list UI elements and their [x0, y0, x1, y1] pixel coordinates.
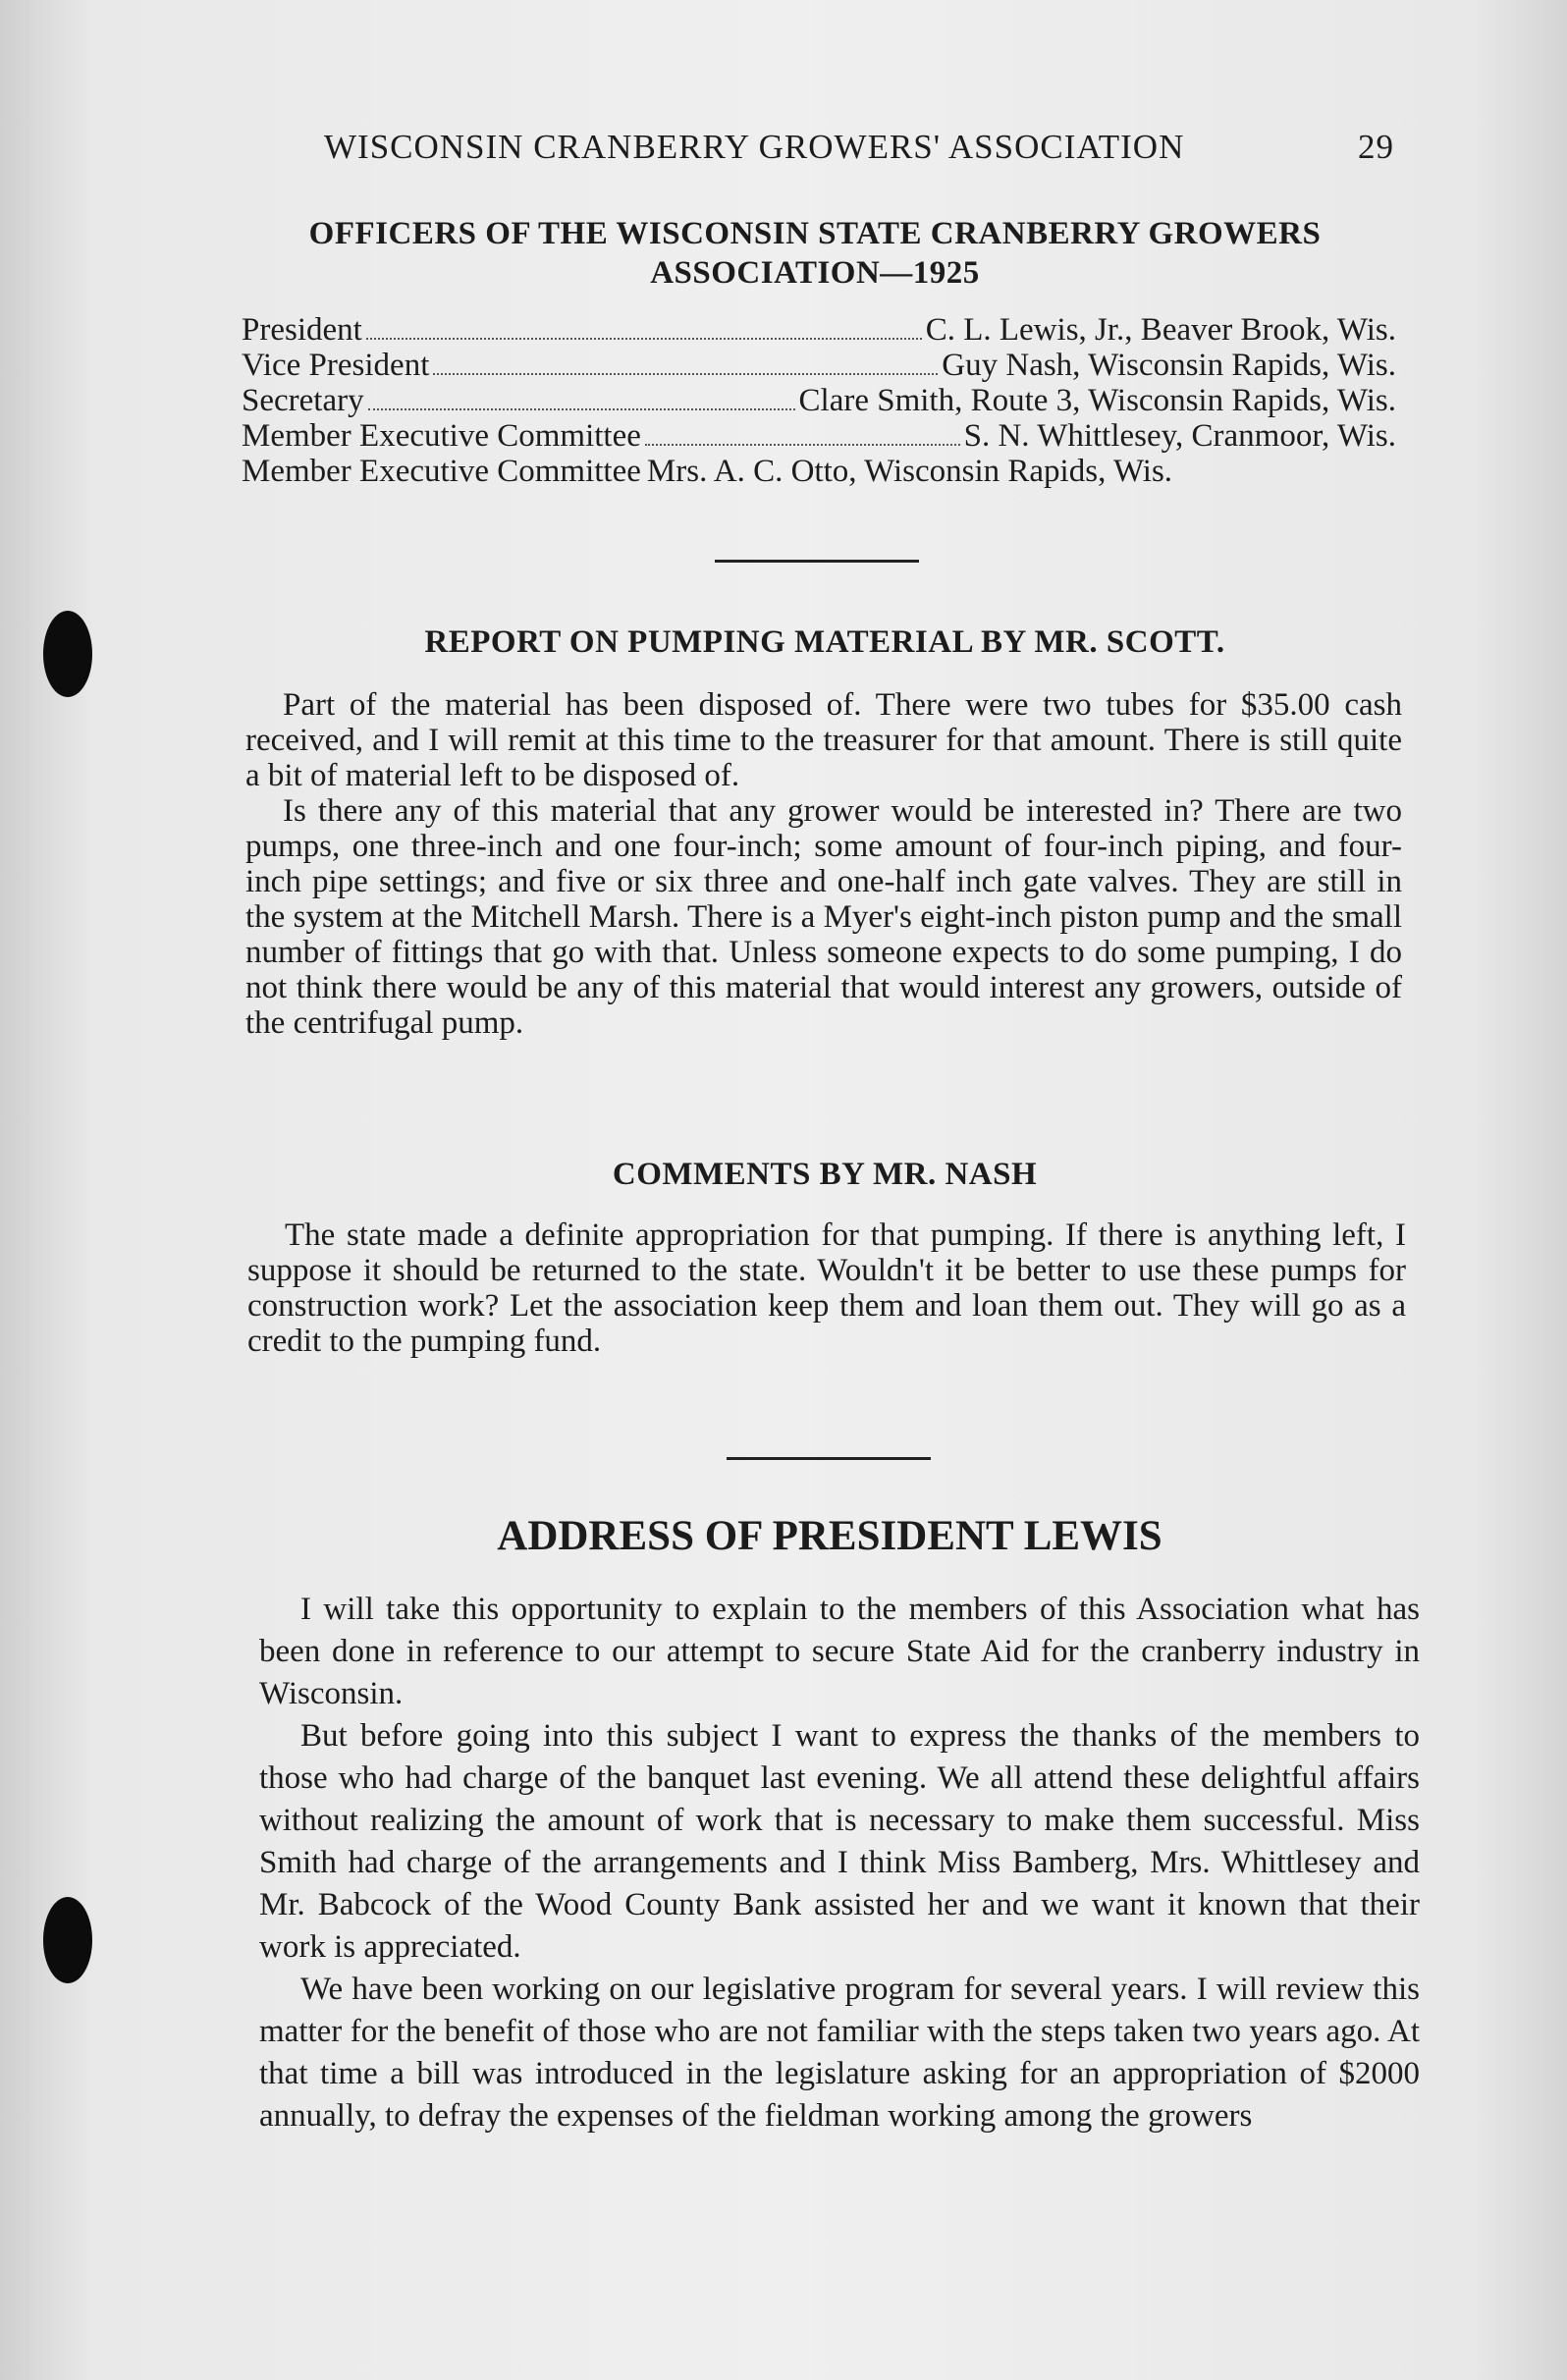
- section-divider: [727, 1457, 931, 1460]
- report-body: [245, 687, 1402, 1041]
- officer-name: Guy Nash, Wisconsin Rapids, Wis.: [942, 348, 1396, 383]
- officer-name: Clare Smith, Route 3, Wisconsin Rapids, Wis.: [798, 383, 1396, 418]
- officer-role: Member Executive Committee: [242, 418, 641, 454]
- officers-heading-line1: OFFICERS OF THE WISCONSIN STATE CRANBERRY GROWERS: [308, 216, 1322, 251]
- officer-row: [242, 312, 1396, 348]
- officer-row: [242, 348, 1396, 383]
- comments-body: [247, 1217, 1406, 1359]
- comments-heading: COMMENTS BY MR. NASH: [612, 1157, 1038, 1192]
- officers-heading: [236, 214, 1394, 293]
- report-paragraph: Part of the material has been disposed of. There were two tubes for $35.00 cash received, and I will remit at this time to the treasurer for that amount. There is still quite a bit of material left to be disposed of.: [245, 687, 1402, 793]
- punch-hole-bottom: [43, 1897, 92, 1983]
- officer-row: [242, 454, 1396, 489]
- address-body: [259, 1589, 1420, 2137]
- page-number: 29: [1358, 128, 1394, 166]
- officers-list: [242, 312, 1396, 489]
- officer-role: Member Executive Committee: [242, 454, 641, 489]
- running-head: [324, 128, 1394, 167]
- officer-row: [242, 418, 1396, 454]
- officer-role: President: [242, 312, 362, 348]
- section-divider: [715, 560, 919, 563]
- officer-role: Secretary: [242, 383, 364, 418]
- report-heading: REPORT ON PUMPING MATERIAL BY MR. SCOTT.: [424, 624, 1225, 660]
- leader-dots: [366, 338, 922, 340]
- address-paragraph: I will take this opportunity to explain to the members of this Association what has been done in reference to our attempt to secure State Aid for the cranberry industry in Wisconsin.: [259, 1592, 1420, 1711]
- running-head-title: WISCONSIN CRANBERRY GROWERS' ASSOCIATION: [324, 128, 1185, 166]
- leader-dots: [433, 373, 938, 375]
- comments-paragraph: The state made a definite appropriation for that pumping. If there is anything left, I suppose it should be returned to the state. Wouldn't it be better to use these pumps for construction work? Let the association keep them and loan them out. They will go as a credit to the pumping fund.: [247, 1217, 1406, 1359]
- leader-dots: [645, 444, 960, 446]
- officer-name: S. N. Whittlesey, Cranmoor, Wis.: [963, 418, 1396, 454]
- punch-hole-top: [43, 611, 92, 697]
- officer-name: C. L. Lewis, Jr., Beaver Brook, Wis.: [925, 312, 1396, 348]
- officers-heading-line2: ASSOCIATION—1925: [650, 255, 980, 291]
- officer-row: [242, 383, 1396, 418]
- address-paragraph: But before going into this subject I want to express the thanks of the members to those who had charge of the banquet last evening. We all attend these delightful affairs without realizing the amount of work that is necessary to make them successful. Miss Smith had charge of the arrangements and I think Miss Bamberg, Mrs. Whittlesey and Mr. Babcock of the Wood County Bank assisted her and we want it known that their work is appreciated.: [259, 1718, 1420, 1965]
- address-paragraph: We have been working on our legislative program for several years. I will review this matter for the benefit of those who are not familiar with the steps taken two years ago. At that time a bill was introduced in the legislature asking for an appropriation of $2000 annually, to defray the expenses of the fieldman working among the growers: [259, 1972, 1420, 2134]
- report-paragraph: Is there any of this material that any grower would be interested in? There are two pumps, one three-inch and one four-inch; some amount of four-inch piping, and four-inch pipe settings; and five or six three and one-half inch gate valves. They are still in the system at the Mitchell Marsh. There is a Myer's eight-inch piston pump and the small number of fittings that go with that. Unless someone expects to do some pumping, I do not think there would be any of this material that would interest any growers, outside of the centrifugal pump.: [245, 793, 1402, 1041]
- leader-dots: [368, 408, 795, 410]
- address-heading: ADDRESS OF PRESIDENT LEWIS: [497, 1513, 1162, 1559]
- officer-name: Mrs. A. C. Otto, Wisconsin Rapids, Wis.: [646, 454, 1173, 489]
- officer-role: Vice President: [242, 348, 430, 383]
